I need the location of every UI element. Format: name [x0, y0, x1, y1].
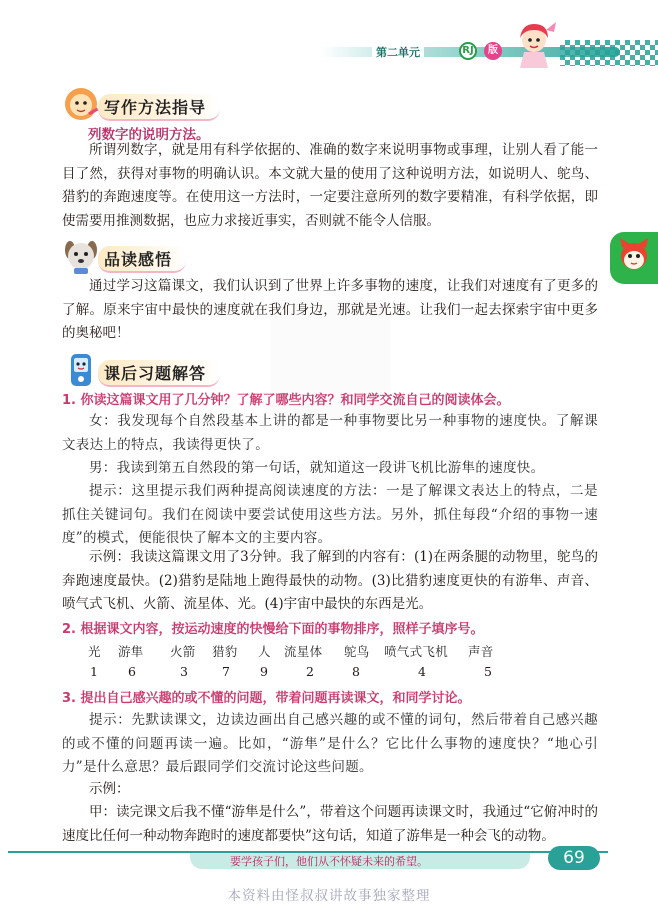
watermark-text: 本资料由怪叔叔讲故事独家整理 [227, 888, 431, 904]
q3-example-label: 示例： [89, 781, 130, 797]
rank-number: 8 [352, 664, 360, 679]
rank-item: 鸵鸟 [344, 644, 370, 659]
rank-item: 喷气式飞机 [384, 644, 449, 659]
q3-example: 甲：读完课文后我不懂“游隼是什么”，带着这个问题再读课文时，我通过“它俯冲时的速度比任何一种动物奔跑时的速度都要快”这句话，知道了游隼是一种会飞的动物。 [62, 804, 598, 844]
unit-label: 第二单元 [372, 44, 424, 60]
q1-boy-answer: 男：我读到第五自然段的第一句话，就知道这一段讲飞机比游隼的速度快。 [89, 460, 545, 476]
section-title: 课后习题解答 [98, 360, 220, 387]
edition-badge: 版 [484, 42, 502, 60]
rank-number: 5 [484, 664, 492, 679]
rank-number: 9 [260, 664, 268, 679]
rank-number: 2 [306, 664, 314, 679]
rank-number: 3 [180, 664, 188, 679]
q1-girl-answer: 女：我发现每个自然段基本上讲的都是一种事物要比另一种事物的速度快。了解课文表达上的特点，我读得更快了。 [62, 413, 598, 453]
rank-number: 6 [128, 664, 136, 679]
mascot-face-icon [618, 238, 650, 274]
question-2: 2. 根据课文内容，按运动速度的快慢给下面的事物排序，照样子填序号。 [62, 622, 484, 637]
header-checker-pattern [560, 40, 658, 66]
rank-item: 人 [258, 644, 271, 659]
rank-number: 4 [418, 664, 426, 679]
cartoon-girl-icon [508, 18, 560, 70]
section-title: 品读感悟 [98, 246, 186, 273]
rank-item: 流星体 [284, 644, 323, 659]
puppy-mascot-icon [62, 236, 100, 276]
q3-tip: 提示：先默读课文，边读边画出自己感兴趣的或不懂的词句，然后带着自己感兴趣的或不懂的问题再读一遍。比如，“游隼”是什么？它比什么事物的速度快？“地心引力”是什么意思？最后跟同学们交流讨论这些问题。 [62, 712, 598, 775]
question-3: 3. 提出自己感兴趣的或不懂的问题，带着问题再读课文，和同学讨论。 [62, 691, 471, 706]
writing-paragraph: 所谓列数字，就是用有科学依据的、准确的数字来说明事物或事理，让别人看了能一目了然，获得对事物的明确认识。本文就大量的使用了这种说明方法，如说明人、鸵鸟、猎豹的奔跑速度等。在使用这一方法时，一定要注意所列的数字要精准，有科学依据，即使需要用推测数据，也应力求接近事实，否则就不能令人信服。 [62, 142, 598, 229]
rank-item: 光 [88, 644, 101, 659]
rank-number: 1 [90, 664, 98, 679]
question-1: 1. 你读这篇课文用了几分钟？了解了哪些内容？和同学交流自己的阅读体会。 [62, 393, 510, 408]
phone-mascot-icon [62, 350, 100, 390]
rank-item: 游隼 [118, 644, 144, 659]
section-title: 写作方法指导 [98, 94, 220, 121]
q1-tip: 提示：这里提示我们两种提高阅读速度的方法：一是了解课文表达上的特点，二是抓住关键词句。我们在阅读中要尝试使用这些方法。另外，抓住每段“介绍的事物一速度”的模式，便能很快了解本文的主要内容。 [62, 483, 598, 546]
lion-mascot-icon [62, 84, 100, 124]
rank-number: 7 [222, 664, 230, 679]
footer-motto: 要学孩子们，他们从不怀疑未来的希望。 [230, 855, 428, 868]
rank-item: 声音 [468, 644, 494, 659]
page-number: 69 [563, 848, 585, 868]
rj-badge: RJ [459, 42, 477, 60]
reading-paragraph: 通过学习这篇课文，我们认识到了世界上许多事物的速度，让我们对速度有了更多的了解。原来宇宙中最快的速度就在我们身边，那就是光速。让我们一起去探索宇宙中更多的奥秘吧！ [62, 278, 598, 341]
rank-item: 火箭 [170, 644, 196, 659]
q1-example: 示例：我读这篇课文用了3分钟。我了解到的内容有：(1)在两条腿的动物里，鸵鸟的奔跑速度最快。(2)猎豹是陆地上跑得最快的动物。(3)比猎豹速度更快的有游隼、声音、喷气式飞机、火箭、流星体、光。(4)宇宙中最快的东西是光。 [62, 549, 598, 612]
writing-subtitle: 列数字的说明方法。 [88, 127, 210, 143]
rank-item: 猎豹 [212, 644, 238, 659]
